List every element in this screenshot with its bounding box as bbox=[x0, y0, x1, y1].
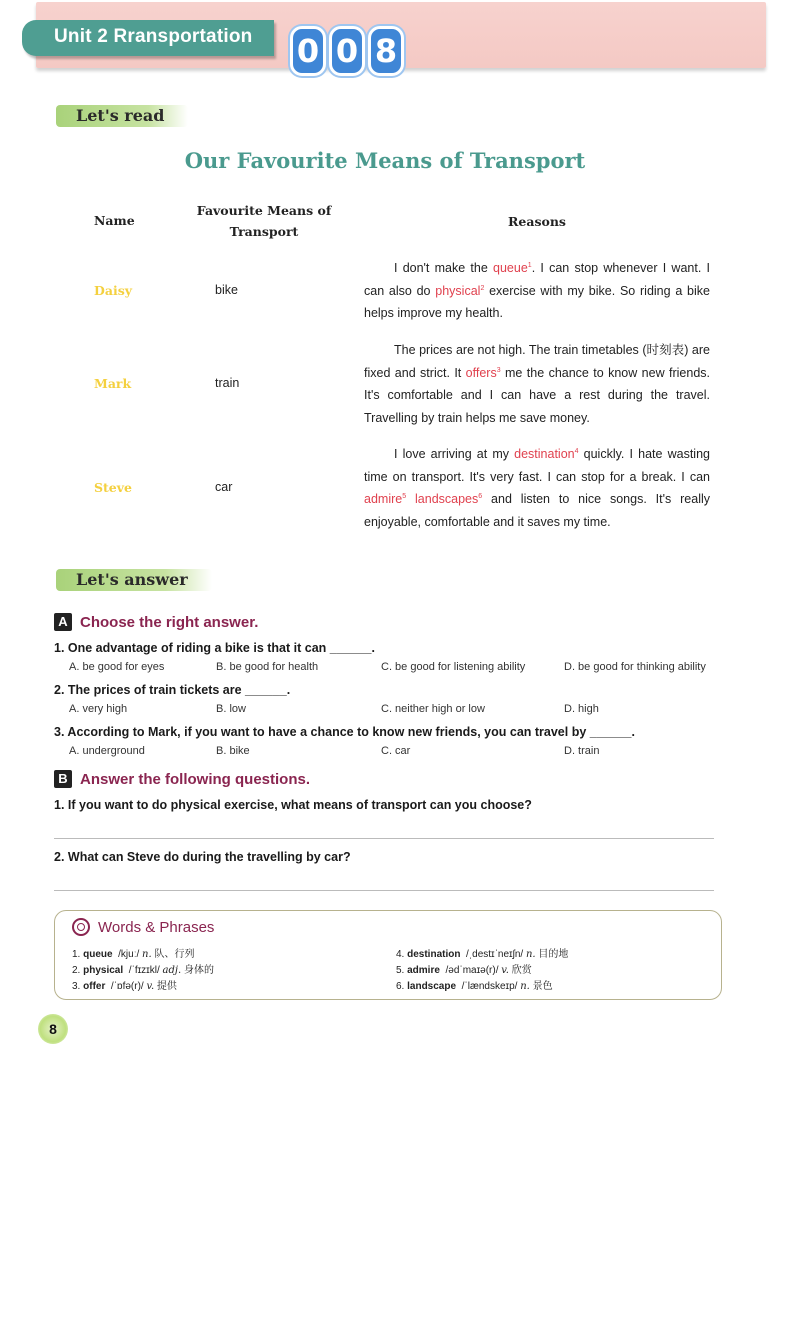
page-number: 8 bbox=[38, 1014, 68, 1044]
option-a1-b[interactable]: B. be good for health bbox=[216, 661, 319, 673]
target-icon bbox=[72, 918, 90, 936]
answer-line-b1[interactable] bbox=[54, 838, 714, 839]
word-item: 2. physical /ˈfɪzɪkl/ adj. 身体的 bbox=[72, 965, 214, 976]
row-name-mark: Mark bbox=[94, 376, 132, 391]
option-a2-c[interactable]: C. neither high or low bbox=[381, 703, 485, 715]
option-a1-d[interactable]: D. be good for thinking ability bbox=[564, 661, 706, 673]
page-code bbox=[290, 26, 404, 76]
reason-mark: The prices are not high. The train timetables (时刻表) are fixed and strict. It offers$^3$ me the chance to know new friends. It's comfortable and I can have a rest during the travel. Travelling by train helps me save money. bbox=[364, 343, 710, 425]
question-a2: 2. The prices of train tickets are ______. bbox=[54, 683, 291, 697]
reason-steve: I love arriving at my destination$^4$ quickly. I hate wasting time on transport. It's very fast. I can stop for a break. I can admire$^5$ landscapes$^6$ and listen to nice songs. It's really enjoyable, comfortable and it saves my time. bbox=[364, 447, 710, 529]
option-a1-c[interactable]: C. be good for listening ability bbox=[381, 661, 526, 673]
question-b1: 1. If you want to do physical exercise, what means of transport can you choose? bbox=[54, 798, 532, 812]
part-a-badge: A bbox=[54, 613, 72, 631]
row-mode-car: car bbox=[215, 480, 233, 494]
answer-line-b2[interactable] bbox=[54, 890, 714, 891]
part-a-title: Choose the right answer. bbox=[80, 613, 259, 631]
page-code-digit: 0 bbox=[329, 26, 365, 76]
part-b-heading bbox=[54, 770, 310, 788]
column-header-means-line1: Favourite Means of bbox=[196, 203, 332, 218]
row-mode-train: train bbox=[215, 376, 240, 390]
option-a3-a[interactable]: A. underground bbox=[69, 745, 145, 757]
part-b-badge: B bbox=[54, 770, 72, 788]
option-a2-a[interactable]: A. very high bbox=[69, 703, 128, 715]
word-item: 6. landscape /ˈlændskeɪp/ n. 景色 bbox=[396, 981, 553, 992]
column-header-reasons: Reasons bbox=[508, 214, 566, 229]
word-item: 3. offer /ˈɒfə(r)/ v. 提供 bbox=[72, 981, 177, 992]
option-a3-b[interactable]: B. bike bbox=[216, 745, 250, 757]
lets-read-label: Let's read bbox=[56, 105, 188, 127]
part-a-heading bbox=[54, 613, 258, 631]
question-a1: 1. One advantage of riding a bike is that it can ______. bbox=[54, 641, 375, 655]
page-code-digit: 0 bbox=[290, 26, 326, 76]
word-item: 5. admire /ədˈmaɪə(r)/ v. 欣赏 bbox=[396, 965, 532, 976]
words-title: Words & Phrases bbox=[98, 918, 215, 936]
word-item: 1. queue /kjuː/ n. 队、行列 bbox=[72, 949, 195, 960]
column-header-means-line2: Transport bbox=[229, 224, 299, 239]
row-name-steve: Steve bbox=[94, 480, 132, 495]
lets-answer-label: Let's answer bbox=[56, 569, 212, 591]
option-a2-b[interactable]: B. low bbox=[216, 703, 246, 715]
option-a3-c[interactable]: C. car bbox=[381, 745, 411, 757]
question-a3: 3. According to Mark, if you want to have a chance to know new friends, you can travel by ______. bbox=[54, 725, 635, 739]
page-code-digit: 8 bbox=[368, 26, 404, 76]
word-item: 4. destination /ˌdestɪˈneɪʃn/ n. 目的地 bbox=[396, 949, 569, 960]
column-header-means bbox=[184, 200, 344, 242]
option-a1-a[interactable]: A. be good for eyes bbox=[69, 661, 165, 673]
question-b2: 2. What can Steve do during the travelling by car? bbox=[54, 850, 351, 864]
reason-daisy: I don't make the queue$^1$. I can stop whenever I want. I can also do physical$^2$ exercise with my bike. So riding a bike helps improve my health. bbox=[364, 261, 711, 320]
column-header-name: Name bbox=[94, 213, 135, 228]
option-a2-d[interactable]: D. high bbox=[564, 703, 599, 715]
option-a3-d[interactable]: D. train bbox=[564, 745, 600, 757]
row-name-daisy: Daisy bbox=[94, 283, 132, 298]
part-b-title: Answer the following questions. bbox=[80, 770, 311, 788]
reading-title: Our Favourite Means of Transport bbox=[184, 148, 586, 173]
unit-title: Unit 2 Rransportation bbox=[54, 26, 253, 47]
row-mode-bike: bike bbox=[215, 283, 238, 297]
words-heading bbox=[72, 918, 214, 936]
